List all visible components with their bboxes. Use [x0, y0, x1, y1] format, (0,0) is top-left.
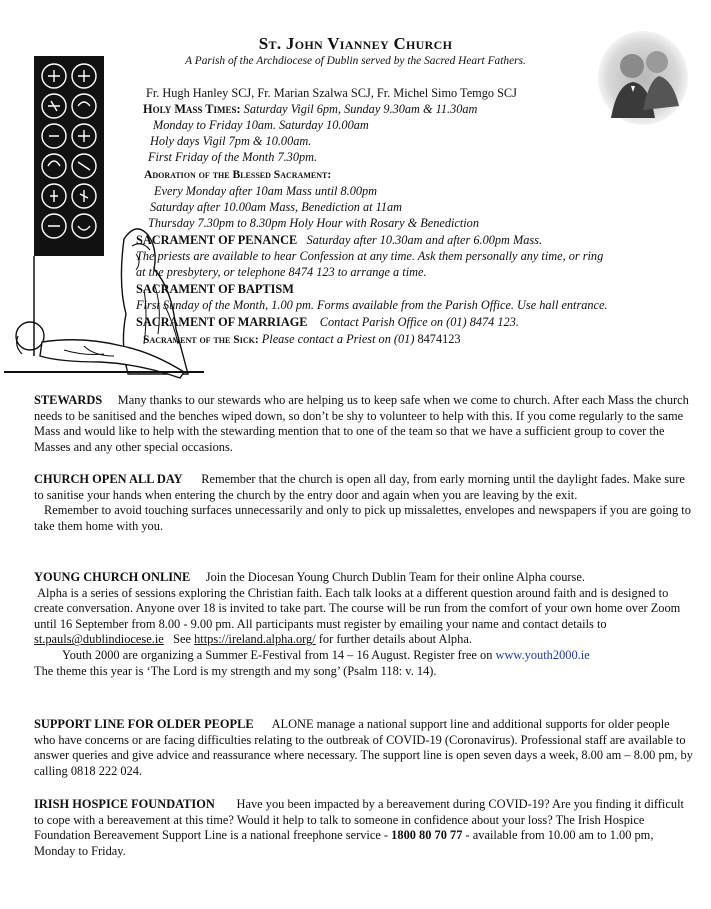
church-open-heading: CHURCH OPEN ALL DAY [34, 472, 183, 486]
church-open-notice [34, 472, 694, 534]
support-line-notice [34, 717, 694, 779]
stewards-text: Many thanks to our stewards who are helping us to keep safe when we come to church. After each Mass the church needs to be sanitised and the benches wiped down, so don’t be shy to volunteer to help with this. If you come regularly to the same Mass and would like to help with the stewarding mention that to one of the team so that we have a sufficient group to cover the Masses and any other special occasions. [34, 393, 689, 454]
penance-line2: The priests are available to hear Confession at any time. Ask them personally any time, or ring [136, 249, 604, 263]
mass-times-line1 [143, 102, 477, 117]
penance-text: Saturday after 10.30am and after 6.00pm Mass. [306, 233, 543, 247]
marriage-label: SACRAMENT OF MARRIAGE [136, 315, 308, 329]
church-open-text: Remember that the church is open all day, from early morning until the daylight fades. Make sure to sanitise your hands when entering the church by the entry door and again when you are leaving by the exit. [34, 472, 685, 502]
adoration-line3: Thursday 7.30pm to 8.30pm Holy Hour with Rosary & Benediction [148, 216, 479, 230]
mass-times-text: Saturday Vigil 6pm, Sunday 9.30am & 11.30am [243, 102, 478, 116]
page-title: St. John Vianney Church [258, 34, 453, 53]
mass-times-line2: Monday to Friday 10am. Saturday 10.00am [153, 118, 369, 132]
sick-text: Please contact a Priest on (01) [261, 332, 415, 346]
stewards-heading: STEWARDS [34, 393, 103, 407]
youth-link[interactable]: www.youth2000.ie [495, 647, 590, 662]
hospice-heading: IRISH HOSPICE FOUNDATION [34, 797, 215, 811]
alpha-link[interactable]: https://ireland.alpha.org/ [194, 632, 316, 647]
sick-phone: 8474123 [417, 332, 461, 346]
hospice-text2: - available from 10.00 am to 1.00 pm, Monday to Friday. [34, 828, 654, 858]
hospice-phone: 1800 80 70 77 [391, 828, 463, 843]
young-church-text3: for further details about Alpha. [318, 632, 472, 647]
marriage-line [136, 315, 519, 330]
young-church-notice [34, 570, 694, 679]
support-line-heading: SUPPORT LINE FOR OLDER PEOPLE [34, 717, 254, 731]
mass-times-label: Holy Mass Times: [143, 102, 241, 116]
church-open-text2: Remember to avoid touching surfaces unnecessarily and only to pick up missalettes, envelopes and newspapers if you are going to take them home with you. [34, 503, 691, 533]
email-link[interactable]: st.pauls@dublindiocese.ie [34, 632, 164, 647]
hospice-notice [34, 797, 694, 859]
penance-line3: at the presbytery, or telephone 8474 123 to arrange a time. [136, 265, 427, 279]
priests-list: Fr. Hugh Hanley SCJ, Fr. Marian Szalwa SCJ, Fr. Michel Simo Temgo SCJ [146, 86, 517, 100]
subtitle: A Parish of the Archdiocese of Dublin served by the Sacred Heart Fathers. [185, 55, 526, 67]
baptism-text: First Sunday of the Month, 1.00 pm. Forms available from the Parish Office. Use hall entrance. [136, 298, 608, 312]
support-line-text: ALONE manage a national support line and additional supports for older people who have concerns or are facing difficulties relating to the outbreak of COVID-19 (Coronavirus). Professional staff are available to answer queries and give advice and reassurance where necessary. The support line is open seven days a week, 8.00 am – 8.00 pm, by calling 0818 222 024. [34, 717, 693, 778]
hospice-text: Have you been impacted by a bereavement during COVID-19? Are you finding it difficult to cope with a bereavement at this time? Would it help to talk to someone in confidence about your loss? The Irish Hospice Foundation Bereavement Support Line is a national freephone service - [34, 797, 684, 843]
stewards-notice [34, 393, 694, 455]
young-church-text1: Join the Diocesan Young Church Dublin Team for their online Alpha course. [205, 570, 585, 584]
young-church-heading: YOUNG CHURCH ONLINE [34, 570, 191, 584]
penance-line [136, 233, 542, 248]
young-church-text2: Alpha is a series of sessions exploring the Christian faith. Each talk looks at a different question around faith and is designed to create conversation. Anyone over 18 is invited to take part. The course will be run from the comfort of your own home over Zoom until 16 September from 8.00 - 9.00 pm. All participants must register by emailing your name and contact details to [34, 585, 681, 631]
adoration-label: Adoration of the Blessed Sacrament: [144, 168, 332, 181]
adoration-line2: Saturday after 10.00am Mass, Benediction at 11am [150, 200, 403, 214]
marriage-text: Contact Parish Office on (01) 8474 123. [319, 315, 519, 329]
sick-line [143, 332, 461, 347]
see-label: See [173, 632, 191, 647]
adoration-line1: Every Monday after 10am Mass until 8.00pm [154, 184, 378, 198]
sick-label: Sacrament of the Sick: [143, 333, 259, 346]
baptism-label: SACRAMENT OF BAPTISM [136, 282, 294, 296]
youth-text: Youth 2000 are organizing a Summer E-Festival from 14 – 16 August. Register free on [62, 647, 493, 662]
penance-label: SACRAMENT OF PENANCE [136, 233, 298, 247]
mass-times-line3: Holy days Vigil 7pm & 10.00am. [150, 134, 312, 148]
youth-text2: The theme this year is ‘The Lord is my strength and my song’ (Psalm 118: v. 14). [34, 663, 437, 678]
mass-times-line4: First Friday of the Month 7.30pm. [148, 150, 318, 164]
